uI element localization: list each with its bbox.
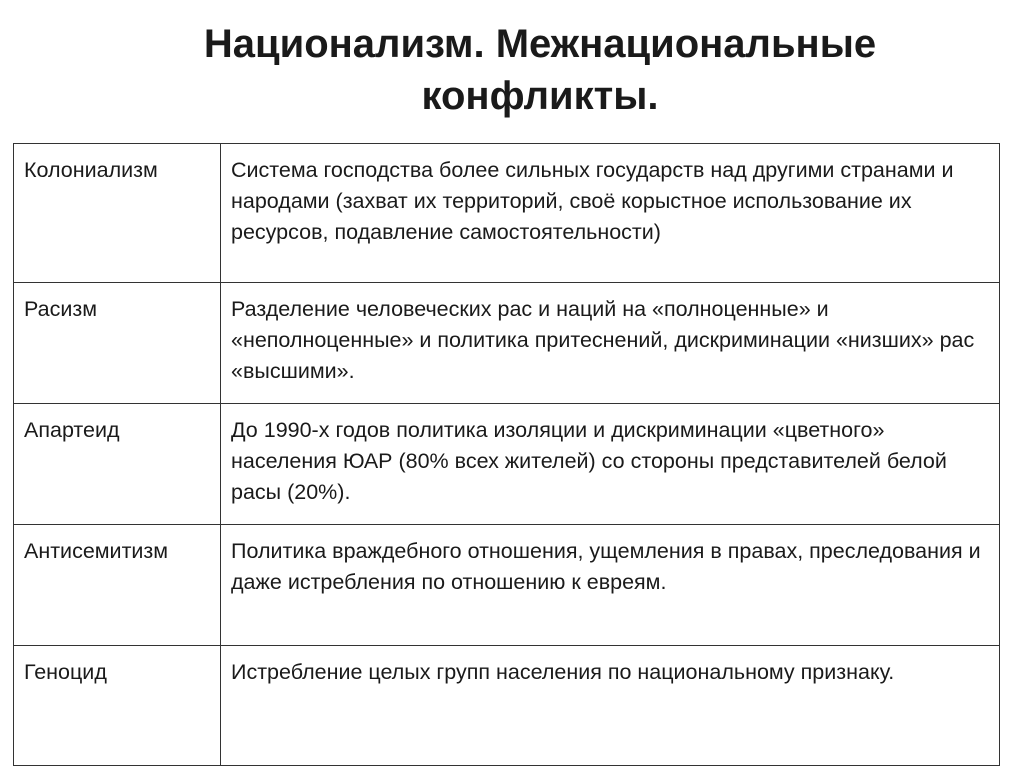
title-line-1: Национализм. Межнациональные <box>203 22 877 66</box>
term-cell: Антисемитизм <box>14 525 221 646</box>
table-row-genocide <box>14 646 1000 766</box>
definition-cell: Политика враждебного отношения, ущемления в правах, преследования и даже истребления по отношению к евреям. <box>221 525 1000 646</box>
table-row-racism <box>14 283 1000 404</box>
definition-cell: Система господства более сильных государств над другими странами и народами (захват их территорий, своё корыстное использование их ресурсов, подавление самостоятельности) <box>221 144 1000 283</box>
table-row-apartheid <box>14 404 1000 525</box>
definition-cell: Разделение человеческих рас и наций на «полноценные» и «неполноценные» и политика притеснений, дискриминации «низших» рас «высшими». <box>221 283 1000 404</box>
term-cell: Расизм <box>14 283 221 404</box>
term-cell: Колониализм <box>14 144 221 283</box>
term-cell: Апартеид <box>14 404 221 525</box>
term-cell: Геноцид <box>14 646 221 766</box>
definition-cell: Истребление целых групп населения по национальному признаку. <box>221 646 1000 766</box>
table-row-antisemitism <box>14 525 1000 646</box>
terms-table <box>13 143 1000 766</box>
page-title <box>0 18 1024 122</box>
definition-cell: До 1990-х годов политика изоляции и дискриминации «цветного» населения ЮАР (80% всех жителей) со стороны представителей белой расы (20%). <box>221 404 1000 525</box>
table-row-colonialism <box>14 144 1000 283</box>
title-line-2: конфликты. <box>421 74 659 118</box>
